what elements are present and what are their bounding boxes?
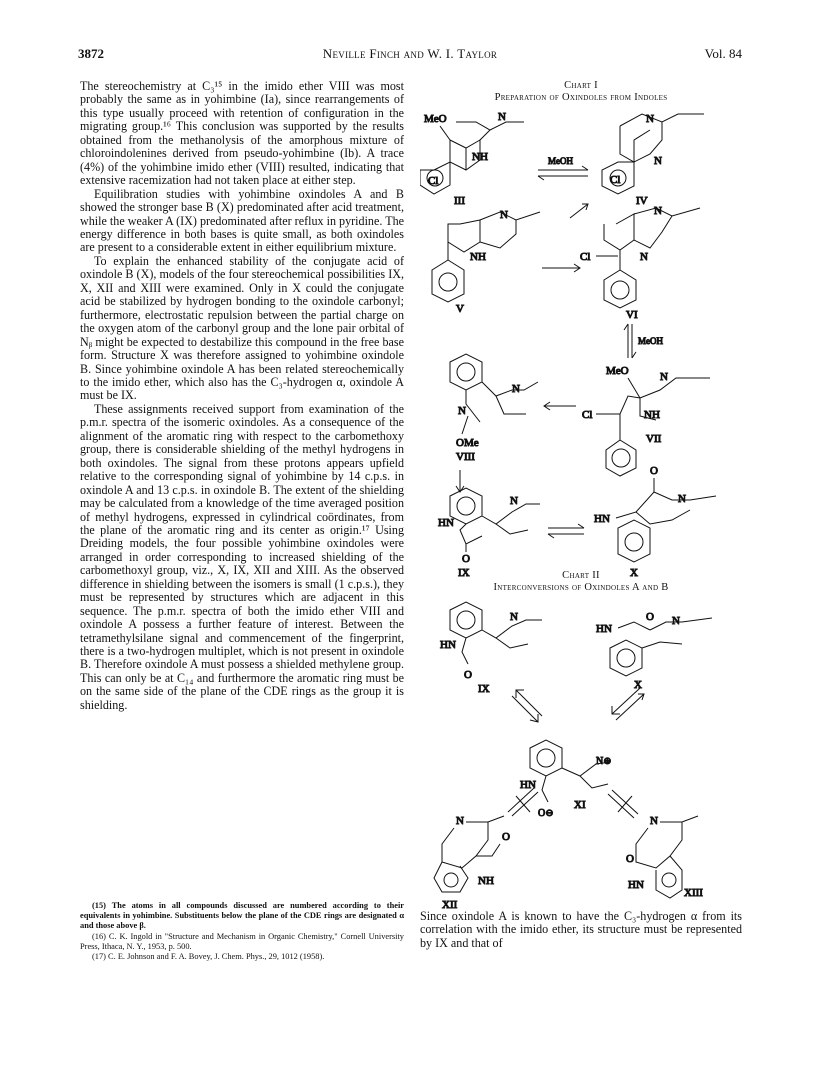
nitrogen-label: N [500,209,508,221]
oxygen-label: O [646,611,654,623]
oxygen-label: O [502,831,510,843]
compound-XI [520,740,612,819]
label-X: X [630,567,638,579]
chloro-label: Cl [610,174,621,186]
chloro-label: Cl [580,251,591,263]
label-XII: XII [442,899,458,910]
label-VIII: VIII [456,451,475,463]
oxygen-label: O [626,853,634,865]
nitrogen-label: N [510,495,518,507]
label-III: III [454,195,465,207]
methanol-label: MeOH [638,336,663,346]
label-VI: VI [626,309,638,321]
oxygen-label: O [464,669,472,681]
nitrogen-label: N [672,615,680,627]
paragraph-4: These assignments received support from examination of the p.m.r. spectra of the isomeric oxindoles. As a consequence of the alignment of the aromatic ring with respect to the carbomethoxy group, there is considerable shielding of the methyl hydrogens in both oxindoles. The signal from these protons appears upfield relative to the corresponding signal of yohimbine by 14 c.p.s. in oxindole A and 13 c.p.s. in oxindole B. The extent of the shielding may be calculated from a knowledge of the time averaged position of methyl hydrogens, expressed in cylindrical coördinates, from the plane of the aromatic ring and its center as origin.¹⁷ Using Dreiding models, the four possible yohimbine oxindoles were arranged in order corresponding to increased shielding of the carbomethoxyl group, viz., X, IX, XII and XIII. As the observed difference in shielding between the isomers is small (1 c.p.s.), they must be represented by structures which are adjacent in this sequence. The p.m.r. spectra of both the imido ether VIII and oxindole A possess a further feature of interest. Between the tetramethylsilane signal and commencement of the fingerprint, there is a two-hydrogen multiplet, which is not present in oxindole B. Therefore oxindole A must possess a shielded methylene group. This can only be at C₁₄ and furthermore the aromatic ring must be on the same side of the plane of the CDE rings as the group it is shielding. [80,401,404,712]
compound-XII [434,815,510,910]
compound-III [420,111,524,207]
paragraph-right: Since oxindole A is known to have the C₃-hydrogen α from its correlation with the imido ether, its structure must be represented by IX and that of [420,909,742,950]
nh-label: NH [470,251,486,263]
arrow-v-to-iv [570,204,588,218]
chart-2-title: Chart II [562,570,600,581]
footnotes [80,901,404,962]
equilibrium-arrow-vi-vii [624,324,663,358]
hn-label: HN [520,779,536,791]
nitrogen-label: N [678,493,686,505]
methoxy-label: OMe [456,437,479,449]
footnote-16: (16) C. K. Ingold in "Structure and Mechanism in Organic Chemistry," Cornell University Press, Ithaca, N. Y., 1953, p. 500. [80,931,404,951]
running-title: Neville Finch and W. I. Taylor [322,46,498,61]
arrow-viii-to-ix [456,470,464,492]
o-minus-label: O⊖ [538,808,554,819]
hn-label: HN [628,879,644,891]
compound-VI [580,205,700,321]
blocked-arrow-xi-xiii [608,790,638,818]
nitrogen-label: N [640,251,648,263]
oxygen-label: O [462,553,470,565]
nitrogen-label: N [456,815,464,827]
paragraph-3: To explain the enhanced stability of the conjugate acid of oxindole B (X), models of the four stereochemical possibilities IX, X, XII and XIII were examined. Only in X could the conjugate acid be stabilized by hydrogen bonding to the oxindole carbonyl; furthermore, electrostatic repulsion between the partial charge on the oxygen atom of the carbonyl group and the lone pair orbital of Nᵦ might be expected to destabilize this compound in the free base form. Structure X was therefore assigned to yohimbine oxindole B. Since yohimbine oxindole A has been related stereochemically to the imido ether, which also has the C₃-hydrogen α, oxindole A must be IX. [80,253,404,403]
label-X: X [634,679,642,691]
chart-1-title: Chart I [564,80,598,91]
label-IV: IV [636,195,648,207]
chart-2-subtitle: Interconversions of Oxindoles A and B [493,582,669,593]
compound-VII [582,365,710,476]
compound-IV [602,113,704,207]
equilibrium-arrow-iii-iv [538,156,588,180]
label-V: V [456,303,464,315]
compound-X-chart-2 [596,611,712,691]
nh-label: NH [472,151,488,163]
compound-IX [438,488,540,579]
compound-X [594,465,716,579]
paragraph-2: Equilibration studies with yohimbine oxindoles A and B showed the stronger base B (X) predominated after acid treatment, while the weaker A (IX) predominated after reflux in pyridine. The energy difference in both bases is quite small, as both oxindoles are present to a considerable extent in either equilibrium mixture. [80,186,404,255]
nitrogen-label: N [654,155,662,167]
arrow-v-to-vi [542,264,580,272]
methoxy-label: MeO [424,113,447,125]
nitrogen-label: N [646,113,654,125]
nh-label: NH [644,409,660,421]
chloro-label: Cl [582,409,593,421]
footnote-17: (17) C. E. Johnson and F. A. Bovey, J. Chem. Phys., 29, 1012 (1958). [92,952,325,962]
page-header [78,46,742,64]
right-column-text [420,910,742,950]
label-XI: XI [574,799,586,811]
label-XIII: XIII [684,887,703,899]
compound-XIII [626,815,703,899]
equilibrium-arrow-x-xi [612,688,644,720]
compound-IX-chart-2 [440,602,542,695]
nh-label: NH [478,875,494,887]
n-plus-label: N⊕ [596,756,612,767]
left-column [80,80,404,712]
hn-label: HN [438,517,454,529]
nitrogen-label: N [654,205,662,217]
footnote-15: (15) The atoms in all compounds discussed are numbered according to their equivalents in yohimbine. Substituents below the plane of the CDE rings are designated α and those above β. [80,901,404,931]
hn-label: HN [596,623,612,635]
nitrogen-label: N [510,611,518,623]
equilibrium-arrow-ix-xi [512,690,542,722]
methoxy-label: MeO [606,365,629,377]
label-VII: VII [646,433,662,445]
label-IX: IX [458,567,470,579]
nitrogen-label: N [660,371,668,383]
blocked-arrow-xi-xii [508,788,538,816]
compound-V [432,209,540,315]
equilibrium-arrow-ix-x [548,524,584,538]
hn-label: HN [440,639,456,651]
oxygen-label: O [650,465,658,477]
nitrogen-label: N [498,111,506,123]
nitrogen-label: N [650,815,658,827]
nitrogen-label: N [458,405,466,417]
volume-label: Vol. 84 [704,46,742,61]
arrow-vii-to-viii [544,402,576,410]
compound-VIII [450,354,538,463]
page-number: 3872 [78,46,104,61]
label-IX: IX [478,683,490,695]
hn-label: HN [594,513,610,525]
methanol-label: MeOH [548,156,573,166]
paragraph-1: The stereochemistry at C₃¹⁵ in the imido ether VIII was most probably the same as in yohimbine (Ia), since rearrangements of this type usually proceed with retention of configuration in the migrating group.¹⁶ This conclusion was supported by the results obtained from the methanolysis of the amorphous mixture of chloroindolenines derived from pseudo-yohimbine (Ib). A trace (4%) of the yohimbine imido ether (VIII) resulted, indicating that extensive racemization had not taken place at either step. [80,79,404,188]
chloro-label: Cl [428,175,439,187]
nitrogen-label: N [512,383,520,395]
chart-1-subtitle: Preparation of Oxindoles from Indoles [494,92,668,103]
reaction-scheme [420,100,742,910]
